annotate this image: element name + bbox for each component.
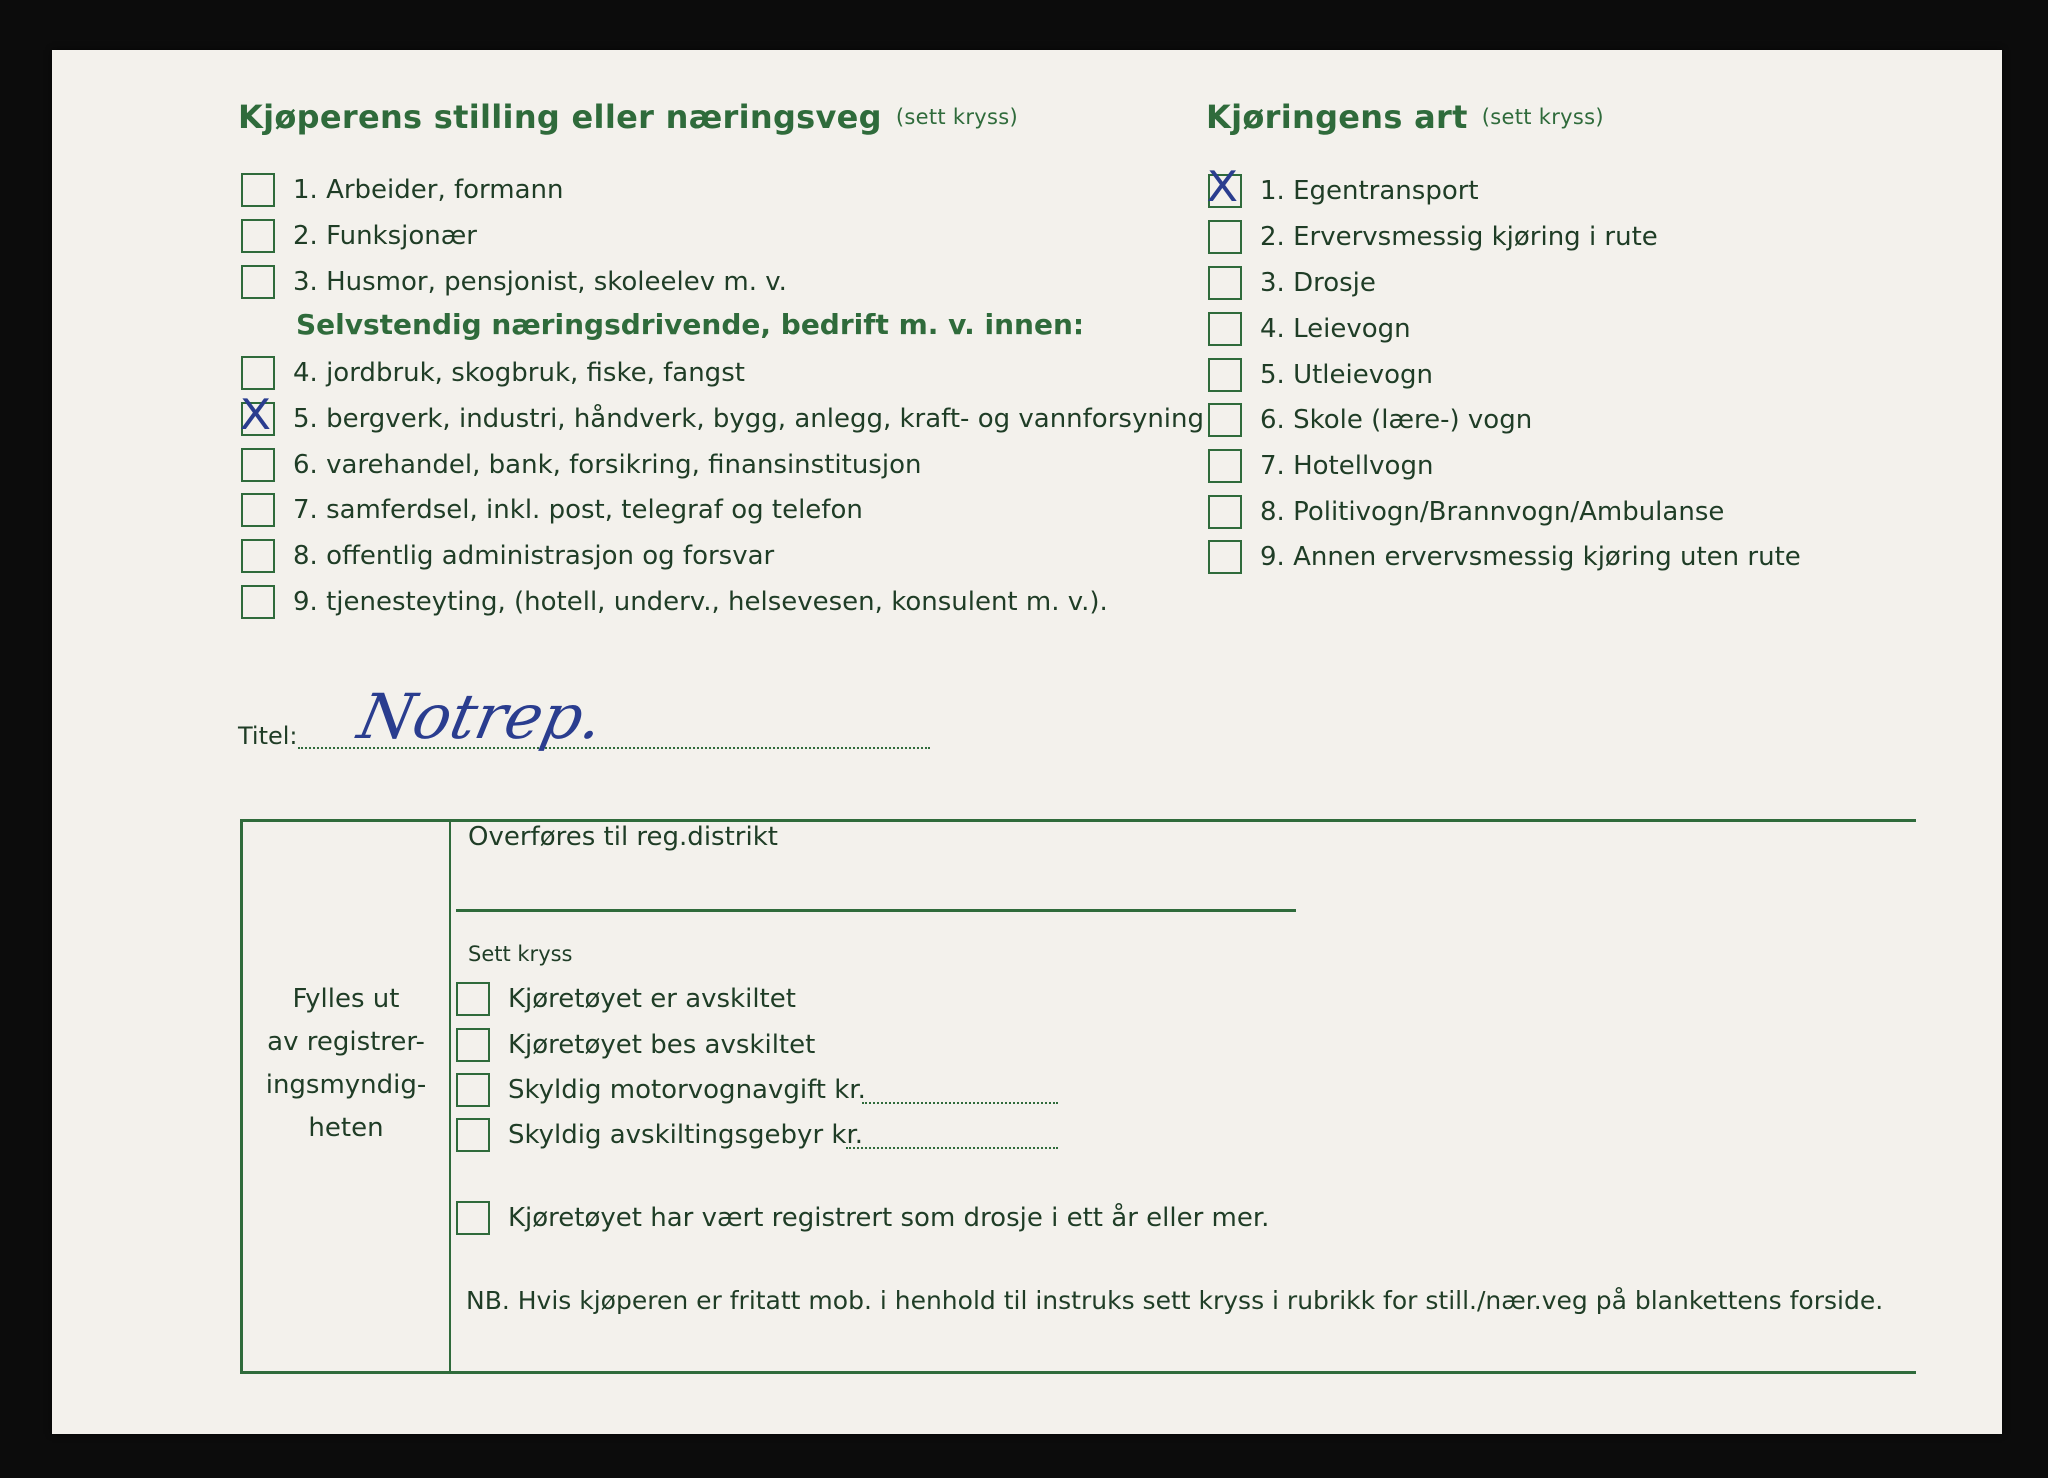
check-taxi-registered[interactable] — [456, 1199, 1269, 1237]
checkbox[interactable] — [1208, 495, 1242, 529]
occupation-option-6[interactable] — [241, 446, 921, 484]
driving-type-option-6[interactable] — [1208, 401, 1532, 439]
sett-kryss-label: Sett kryss — [468, 942, 573, 966]
titel-handwritten-value[interactable]: Notrep. — [352, 680, 610, 753]
occupation-option-7[interactable] — [241, 491, 863, 529]
option-label: 3. Drosje — [1260, 268, 1376, 298]
option-label: 5. bergverk, industri, håndverk, bygg, anlegg, kraft- og vannforsyning — [293, 404, 1205, 434]
option-label: 9. Annen ervervsmessig kjøring uten rute — [1260, 542, 1801, 572]
option-label: 2. Ervervsmessig kjøring i rute — [1260, 222, 1658, 252]
side-label-line: ingsmyndig- — [265, 1070, 427, 1100]
driving-type-option-4[interactable] — [1208, 310, 1411, 348]
option-label: 9. tjenesteyting, (hotell, underv., helsevesen, konsulent m. v.). — [293, 587, 1108, 617]
driving-type-option-2[interactable] — [1208, 218, 1658, 256]
occupation-option-5[interactable] — [239, 390, 1205, 439]
registry-divider-line — [449, 819, 451, 1374]
driving-type-option-7[interactable] — [1208, 447, 1433, 485]
checkbox[interactable] — [241, 448, 275, 482]
option-label: 4. jordbruk, skogbruk, fiske, fangst — [293, 358, 745, 388]
occupation-option-9[interactable] — [241, 583, 1108, 621]
option-label: 8. offentlig administrasjon og forsvar — [293, 541, 775, 571]
checkbox[interactable] — [456, 982, 490, 1016]
option-label: 8. Politivogn/Brannvogn/Ambulanse — [1260, 497, 1725, 527]
occupation-option-1[interactable] — [241, 171, 564, 209]
checkbox[interactable] — [241, 265, 275, 299]
left-section-title — [238, 98, 1018, 136]
checkbox[interactable] — [1208, 403, 1242, 437]
nb-note: NB. Hvis kjøperen er fritatt mob. i henhold til instruks sett kryss i rubrikk for still./nær.veg på blankettens forside. — [466, 1286, 1884, 1315]
check-deregistered[interactable] — [456, 980, 796, 1018]
checkbox[interactable] — [1208, 220, 1242, 254]
cross-mark-icon: X — [239, 390, 272, 439]
option-label: 7. samferdsel, inkl. post, telegraf og telefon — [293, 495, 863, 525]
checkbox[interactable] — [456, 1028, 490, 1062]
checkbox[interactable] — [456, 1073, 490, 1107]
option-label: Kjøretøyet har vært registrert som drosje i ett år eller mer. — [508, 1203, 1270, 1233]
checkbox[interactable] — [241, 219, 275, 253]
left-title-hint: (sett kryss) — [895, 105, 1018, 129]
option-label: 1. Egentransport — [1260, 176, 1479, 206]
option-label: 5. Utleievogn — [1260, 360, 1434, 390]
option-label: Kjøretøyet bes avskiltet — [508, 1030, 816, 1060]
option-label: Skyldig avskiltingsgebyr kr. — [508, 1120, 864, 1150]
option-label: 7. Hotellvogn — [1260, 451, 1434, 481]
checkbox[interactable] — [1208, 266, 1242, 300]
occupation-option-4[interactable] — [241, 354, 745, 392]
cross-mark-icon: X — [1206, 162, 1239, 211]
right-title-hint: (sett kryss) — [1481, 105, 1604, 129]
checkbox[interactable] — [1208, 358, 1242, 392]
option-label: Skyldig motorvognavgift kr. — [508, 1075, 866, 1105]
option-label: 6. Skole (lære-) vogn — [1260, 405, 1533, 435]
tax-amount-dotted-line — [862, 1102, 1058, 1104]
checkbox[interactable] — [241, 493, 275, 527]
driving-type-option-9[interactable] — [1208, 538, 1801, 576]
side-label-line: av registrer- — [267, 1027, 425, 1057]
checkbox[interactable] — [456, 1201, 490, 1235]
check-deregistration-fee[interactable] — [456, 1116, 863, 1154]
checkbox[interactable] — [241, 585, 275, 619]
checkbox[interactable] — [1208, 449, 1242, 483]
checkbox[interactable] — [1206, 162, 1242, 211]
occupation-option-2[interactable] — [241, 217, 477, 255]
checkbox[interactable] — [241, 539, 275, 573]
checkbox[interactable] — [1208, 312, 1242, 346]
registry-side-label — [244, 978, 448, 1150]
option-label: 4. Leievogn — [1260, 314, 1411, 344]
side-label-line: Fylles ut — [292, 984, 400, 1014]
registry-bottom-line — [240, 1371, 1916, 1374]
driving-type-option-5[interactable] — [1208, 356, 1433, 394]
option-label: 6. varehandel, bank, forsikring, finansinstitusjon — [293, 450, 922, 480]
self-employed-subheading: Selvstendig næringsdrivende, bedrift m. v. innen: — [296, 308, 1085, 341]
fee-amount-dotted-line — [846, 1147, 1058, 1149]
checkbox[interactable] — [456, 1118, 490, 1152]
driving-type-option-8[interactable] — [1208, 493, 1724, 531]
driving-type-option-3[interactable] — [1208, 264, 1376, 302]
option-label: 3. Husmor, pensjonist, skoleelev m. v. — [293, 267, 787, 297]
occupation-option-3[interactable] — [241, 263, 787, 301]
option-label: Kjøretøyet er avskiltet — [508, 984, 796, 1014]
checkbox[interactable] — [241, 356, 275, 390]
left-title-text: Kjøperens stilling eller næringsveg — [238, 98, 882, 136]
right-title-text: Kjøringens art — [1206, 98, 1468, 136]
transfer-underline — [456, 909, 1296, 912]
driving-type-option-1[interactable] — [1206, 162, 1479, 211]
right-section-title — [1206, 98, 1604, 136]
side-label-line: heten — [308, 1113, 384, 1143]
checkbox[interactable] — [239, 390, 275, 439]
check-request-deregister[interactable] — [456, 1026, 815, 1064]
option-label: 2. Funksjonær — [293, 221, 477, 251]
titel-label: Titel: — [238, 722, 298, 750]
occupation-option-8[interactable] — [241, 537, 774, 575]
check-motor-vehicle-tax[interactable] — [456, 1071, 866, 1109]
transfer-district-label: Overføres til reg.distrikt — [468, 822, 778, 852]
registry-left-line — [240, 819, 243, 1374]
checkbox[interactable] — [1208, 540, 1242, 574]
option-label: 1. Arbeider, formann — [293, 175, 564, 205]
checkbox[interactable] — [241, 173, 275, 207]
